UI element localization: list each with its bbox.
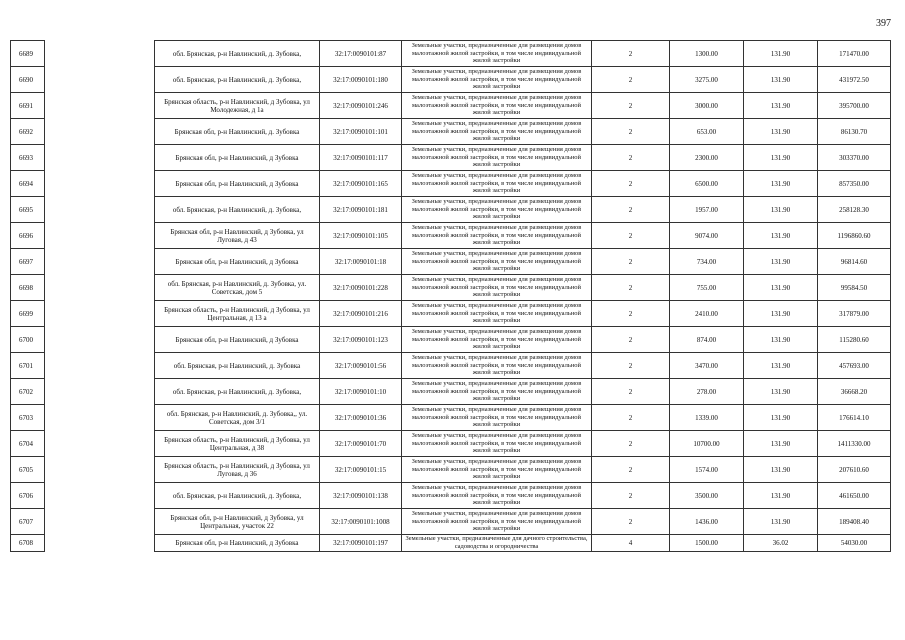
- spacer-cell: [45, 119, 155, 145]
- address-cell: Брянская обл, р-н Навлинский, д Зубовка: [155, 535, 320, 552]
- group-cell: 2: [592, 197, 670, 223]
- area-cell: 2300.00: [670, 145, 744, 171]
- specific-value-cell: 131.90: [744, 275, 818, 301]
- address-cell: Брянская область, р-н Навлинский, д Зубовка, ул Луговая, д 36: [155, 457, 320, 483]
- cadastral-value-cell: 189408.40: [818, 509, 891, 535]
- cadastral-value-cell: 96814.60: [818, 249, 891, 275]
- row-number-cell: 6708: [11, 535, 45, 552]
- row-number-cell: 6698: [11, 275, 45, 301]
- address-cell: Брянская область, р-н Навлинский, д Зубовка, ул Молодежная, д 1а: [155, 93, 320, 119]
- cadastral-value-cell: 857350.00: [818, 171, 891, 197]
- cadastral-number-cell: 32:17:0090101:10: [320, 379, 402, 405]
- cadastral-number-cell: 32:17:0090101:138: [320, 483, 402, 509]
- spacer-cell: [45, 509, 155, 535]
- cadastral-value-cell: 317879.00: [818, 301, 891, 327]
- cadastral-number-cell: 32:17:0090101:216: [320, 301, 402, 327]
- table-row: [11, 171, 891, 197]
- address-cell: Брянская область, р-н Навлинский, д Зубовка, ул Центральная, д 38: [155, 431, 320, 457]
- area-cell: 1339.00: [670, 405, 744, 431]
- address-cell: Брянская обл, р-н Навлинский, д Зубовка, ул Центральная, участок 22: [155, 509, 320, 535]
- cadastral-number-cell: 32:17:0090101:36: [320, 405, 402, 431]
- cadastral-number-cell: 32:17:0090101:101: [320, 119, 402, 145]
- cadastral-number-cell: 32:17:0090101:18: [320, 249, 402, 275]
- spacer-cell: [45, 483, 155, 509]
- group-cell: 2: [592, 249, 670, 275]
- specific-value-cell: 131.90: [744, 301, 818, 327]
- land-use-cell: Земельные участки, предназначенные для размещения домов малоэтажной жилой застройки, в том числе индивидуальной жилой застройки: [402, 145, 592, 171]
- cadastral-number-cell: 32:17:0090101:181: [320, 197, 402, 223]
- area-cell: 653.00: [670, 119, 744, 145]
- land-use-cell: Земельные участки, предназначенные для размещения домов малоэтажной жилой застройки, в том числе индивидуальной жилой застройки: [402, 223, 592, 249]
- row-number-cell: 6700: [11, 327, 45, 353]
- specific-value-cell: 131.90: [744, 509, 818, 535]
- address-cell: обл. Брянская, р-н Навлинский, д. Зубовка,: [155, 67, 320, 93]
- spacer-cell: [45, 223, 155, 249]
- cadastral-number-cell: 32:17:0090101:197: [320, 535, 402, 552]
- address-cell: обл. Брянская, р-н Навлинский, д. Зубовка: [155, 353, 320, 379]
- group-cell: 2: [592, 275, 670, 301]
- table-row: [11, 41, 891, 67]
- land-use-cell: Земельные участки, предназначенные для размещения домов малоэтажной жилой застройки, в том числе индивидуальной жилой застройки: [402, 171, 592, 197]
- table-row: [11, 197, 891, 223]
- table-row: [11, 275, 891, 301]
- row-number-cell: 6701: [11, 353, 45, 379]
- area-cell: 1574.00: [670, 457, 744, 483]
- row-number-cell: 6690: [11, 67, 45, 93]
- area-cell: 734.00: [670, 249, 744, 275]
- cadastral-value-cell: 303370.00: [818, 145, 891, 171]
- land-use-cell: Земельные участки, предназначенные для размещения домов малоэтажной жилой застройки, в том числе индивидуальной жилой застройки: [402, 275, 592, 301]
- cadastral-number-cell: 32:17:0090101:123: [320, 327, 402, 353]
- area-cell: 2410.00: [670, 301, 744, 327]
- group-cell: 2: [592, 301, 670, 327]
- cadastral-number-cell: 32:17:0090101:87: [320, 41, 402, 67]
- group-cell: 2: [592, 405, 670, 431]
- group-cell: 2: [592, 93, 670, 119]
- specific-value-cell: 131.90: [744, 457, 818, 483]
- cadastral-value-cell: 176614.10: [818, 405, 891, 431]
- specific-value-cell: 131.90: [744, 93, 818, 119]
- land-use-cell: Земельные участки, предназначенные для размещения домов малоэтажной жилой застройки, в том числе индивидуальной жилой застройки: [402, 67, 592, 93]
- cadastral-value-cell: 86130.70: [818, 119, 891, 145]
- land-use-cell: Земельные участки, предназначенные для размещения домов малоэтажной жилой застройки, в том числе индивидуальной жилой застройки: [402, 301, 592, 327]
- land-use-cell: Земельные участки, предназначенные для размещения домов малоэтажной жилой застройки, в том числе индивидуальной жилой застройки: [402, 249, 592, 275]
- row-number-cell: 6707: [11, 509, 45, 535]
- row-number-cell: 6706: [11, 483, 45, 509]
- area-cell: 1300.00: [670, 41, 744, 67]
- cadastral-number-cell: 32:17:0090101:180: [320, 67, 402, 93]
- table-row: [11, 509, 891, 535]
- specific-value-cell: 131.90: [744, 431, 818, 457]
- address-cell: обл. Брянская, р-н Навлинский, д. Зубовка, ул. Советская, дом 5: [155, 275, 320, 301]
- cadastral-value-table: [10, 40, 891, 552]
- area-cell: 9074.00: [670, 223, 744, 249]
- land-use-cell: Земельные участки, предназначенные для размещения домов малоэтажной жилой застройки, в том числе индивидуальной жилой застройки: [402, 93, 592, 119]
- cadastral-value-cell: 1411330.00: [818, 431, 891, 457]
- address-cell: Брянская обл, р-н Навлинский, д Зубовка, ул Луговая, д 43: [155, 223, 320, 249]
- area-cell: 3500.00: [670, 483, 744, 509]
- table-row: [11, 223, 891, 249]
- land-use-cell: Земельные участки, предназначенные для размещения домов малоэтажной жилой застройки, в том числе индивидуальной жилой застройки: [402, 483, 592, 509]
- cadastral-value-cell: 461650.00: [818, 483, 891, 509]
- row-number-cell: 6704: [11, 431, 45, 457]
- group-cell: 2: [592, 353, 670, 379]
- area-cell: 3470.00: [670, 353, 744, 379]
- group-cell: 4: [592, 535, 670, 552]
- row-number-cell: 6691: [11, 93, 45, 119]
- cadastral-value-cell: 36668.20: [818, 379, 891, 405]
- row-number-cell: 6695: [11, 197, 45, 223]
- land-use-cell: Земельные участки, предназначенные для размещения домов малоэтажной жилой застройки, в том числе индивидуальной жилой застройки: [402, 405, 592, 431]
- cadastral-value-cell: 431972.50: [818, 67, 891, 93]
- address-cell: Брянская обл, р-н Навлинский, д Зубовка: [155, 327, 320, 353]
- row-number-cell: 6696: [11, 223, 45, 249]
- address-cell: обл. Брянская, р-н Навлинский, д. Зубовка,: [155, 197, 320, 223]
- cadastral-number-cell: 32:17:0090101:56: [320, 353, 402, 379]
- group-cell: 2: [592, 483, 670, 509]
- cadastral-value-cell: 207610.60: [818, 457, 891, 483]
- group-cell: 2: [592, 327, 670, 353]
- spacer-cell: [45, 93, 155, 119]
- specific-value-cell: 131.90: [744, 41, 818, 67]
- spacer-cell: [45, 405, 155, 431]
- spacer-cell: [45, 197, 155, 223]
- land-use-cell: Земельные участки, предназначенные для размещения домов малоэтажной жилой застройки, в том числе индивидуальной жилой застройки: [402, 41, 592, 67]
- address-cell: обл. Брянская, р-н Навлинский, д. Зубовка,, ул. Советская, дом 3/1: [155, 405, 320, 431]
- specific-value-cell: 131.90: [744, 249, 818, 275]
- spacer-cell: [45, 301, 155, 327]
- table-row: [11, 327, 891, 353]
- group-cell: 2: [592, 431, 670, 457]
- address-cell: Брянская обл, р-н Навлинский, д. Зубовка: [155, 119, 320, 145]
- land-use-cell: Земельные участки, предназначенные для дачного строительства, садоводства и огородничества: [402, 535, 592, 552]
- table-row: [11, 405, 891, 431]
- group-cell: 2: [592, 223, 670, 249]
- table-row: [11, 145, 891, 171]
- land-use-cell: Земельные участки, предназначенные для размещения домов малоэтажной жилой застройки, в том числе индивидуальной жилой застройки: [402, 197, 592, 223]
- address-cell: Брянская обл, р-н Навлинский, д Зубовка: [155, 145, 320, 171]
- group-cell: 2: [592, 41, 670, 67]
- area-cell: 278.00: [670, 379, 744, 405]
- cadastral-value-cell: 1196860.60: [818, 223, 891, 249]
- row-number-cell: 6689: [11, 41, 45, 67]
- cadastral-number-cell: 32:17:0090101:117: [320, 145, 402, 171]
- row-number-cell: 6702: [11, 379, 45, 405]
- area-cell: 1500.00: [670, 535, 744, 552]
- spacer-cell: [45, 41, 155, 67]
- table-row: [11, 67, 891, 93]
- page-number: 397: [876, 18, 891, 29]
- group-cell: 2: [592, 67, 670, 93]
- land-use-cell: Земельные участки, предназначенные для размещения домов малоэтажной жилой застройки, в том числе индивидуальной жилой застройки: [402, 431, 592, 457]
- cadastral-number-cell: 32:17:0090101:105: [320, 223, 402, 249]
- spacer-cell: [45, 431, 155, 457]
- land-use-cell: Земельные участки, предназначенные для размещения домов малоэтажной жилой застройки, в том числе индивидуальной жилой застройки: [402, 457, 592, 483]
- spacer-cell: [45, 275, 155, 301]
- land-use-cell: Земельные участки, предназначенные для размещения домов малоэтажной жилой застройки, в том числе индивидуальной жилой застройки: [402, 353, 592, 379]
- cadastral-value-cell: 99584.50: [818, 275, 891, 301]
- table-row: [11, 535, 891, 552]
- table-row: [11, 93, 891, 119]
- area-cell: 1436.00: [670, 509, 744, 535]
- group-cell: 2: [592, 119, 670, 145]
- address-cell: обл. Брянская, р-н Навлинский, д. Зубовка,: [155, 41, 320, 67]
- row-number-cell: 6699: [11, 301, 45, 327]
- spacer-cell: [45, 145, 155, 171]
- address-cell: Брянская область, р-н Навлинский, д Зубовка, ул Центральная, д 13 а: [155, 301, 320, 327]
- area-cell: 1957.00: [670, 197, 744, 223]
- cadastral-value-cell: 457693.00: [818, 353, 891, 379]
- spacer-cell: [45, 379, 155, 405]
- land-use-cell: Земельные участки, предназначенные для размещения домов малоэтажной жилой застройки, в том числе индивидуальной жилой застройки: [402, 119, 592, 145]
- group-cell: 2: [592, 509, 670, 535]
- cadastral-number-cell: 32:17:0090101:1008: [320, 509, 402, 535]
- spacer-cell: [45, 327, 155, 353]
- spacer-cell: [45, 67, 155, 93]
- area-cell: 755.00: [670, 275, 744, 301]
- specific-value-cell: 131.90: [744, 483, 818, 509]
- group-cell: 2: [592, 457, 670, 483]
- cadastral-number-cell: 32:17:0090101:246: [320, 93, 402, 119]
- land-use-cell: Земельные участки, предназначенные для размещения домов малоэтажной жилой застройки, в том числе индивидуальной жилой застройки: [402, 509, 592, 535]
- area-cell: 874.00: [670, 327, 744, 353]
- specific-value-cell: 131.90: [744, 327, 818, 353]
- group-cell: 2: [592, 171, 670, 197]
- spacer-cell: [45, 457, 155, 483]
- row-number-cell: 6703: [11, 405, 45, 431]
- group-cell: 2: [592, 145, 670, 171]
- spacer-cell: [45, 535, 155, 552]
- table-body: [11, 41, 891, 552]
- row-number-cell: 6705: [11, 457, 45, 483]
- group-cell: 2: [592, 379, 670, 405]
- row-number-cell: 6693: [11, 145, 45, 171]
- address-cell: Брянская обл, р-н Навлинский, д Зубовка: [155, 171, 320, 197]
- specific-value-cell: 131.90: [744, 119, 818, 145]
- row-number-cell: 6692: [11, 119, 45, 145]
- table-row: [11, 353, 891, 379]
- specific-value-cell: 131.90: [744, 171, 818, 197]
- land-use-cell: Земельные участки, предназначенные для размещения домов малоэтажной жилой застройки, в том числе индивидуальной жилой застройки: [402, 327, 592, 353]
- specific-value-cell: 131.90: [744, 145, 818, 171]
- cadastral-value-cell: 258128.30: [818, 197, 891, 223]
- area-cell: 3275.00: [670, 67, 744, 93]
- address-cell: обл. Брянская, р-н Навлинский, д. Зубовка,: [155, 483, 320, 509]
- specific-value-cell: 36.02: [744, 535, 818, 552]
- spacer-cell: [45, 353, 155, 379]
- area-cell: 6500.00: [670, 171, 744, 197]
- table-row: [11, 301, 891, 327]
- table-row: [11, 457, 891, 483]
- cadastral-number-cell: 32:17:0090101:228: [320, 275, 402, 301]
- area-cell: 10700.00: [670, 431, 744, 457]
- specific-value-cell: 131.90: [744, 379, 818, 405]
- table-row: [11, 119, 891, 145]
- land-use-cell: Земельные участки, предназначенные для размещения домов малоэтажной жилой застройки, в том числе индивидуальной жилой застройки: [402, 379, 592, 405]
- table-row: [11, 249, 891, 275]
- specific-value-cell: 131.90: [744, 353, 818, 379]
- row-number-cell: 6697: [11, 249, 45, 275]
- specific-value-cell: 131.90: [744, 223, 818, 249]
- table-row: [11, 379, 891, 405]
- specific-value-cell: 131.90: [744, 405, 818, 431]
- address-cell: Брянская обл, р-н Навлинский, д Зубовка: [155, 249, 320, 275]
- row-number-cell: 6694: [11, 171, 45, 197]
- cadastral-number-cell: 32:17:0090101:15: [320, 457, 402, 483]
- table-row: [11, 483, 891, 509]
- address-cell: обл. Брянская, р-н Навлинский, д. Зубовка,: [155, 379, 320, 405]
- cadastral-value-cell: 115280.60: [818, 327, 891, 353]
- cadastral-value-cell: 395700.00: [818, 93, 891, 119]
- specific-value-cell: 131.90: [744, 197, 818, 223]
- spacer-cell: [45, 171, 155, 197]
- cadastral-number-cell: 32:17:0090101:165: [320, 171, 402, 197]
- area-cell: 3000.00: [670, 93, 744, 119]
- cadastral-value-cell: 171470.00: [818, 41, 891, 67]
- cadastral-number-cell: 32:17:0090101:70: [320, 431, 402, 457]
- spacer-cell: [45, 249, 155, 275]
- table-row: [11, 431, 891, 457]
- specific-value-cell: 131.90: [744, 67, 818, 93]
- cadastral-value-cell: 54030.00: [818, 535, 891, 552]
